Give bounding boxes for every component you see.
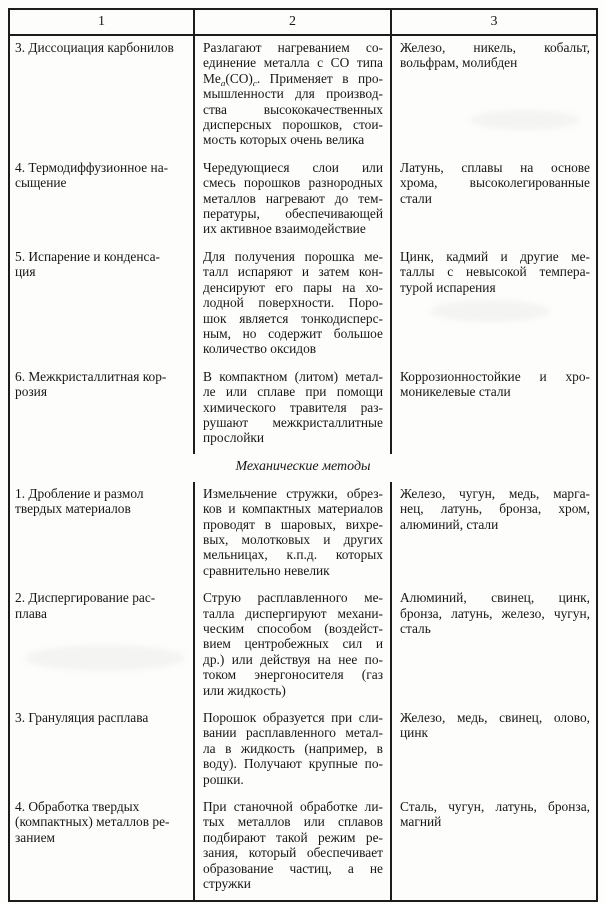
text-line: турой испарения (400, 279, 496, 295)
text-line: пературы, обеспечивающей (203, 206, 383, 222)
text-line: дисперсных порошков, стои- (203, 117, 383, 133)
text-line: ле или сплаве при помощи (203, 384, 383, 400)
text-line: зания, который обеспечивает (203, 845, 383, 861)
cell-description (194, 365, 391, 454)
column-header-2: 2 (194, 9, 391, 35)
text-line: смесь порошков разнородных (203, 175, 383, 191)
text-line: Сталь, чугун, латунь, бронза, (400, 799, 590, 815)
text-line: вых, молотковых и других (203, 531, 383, 547)
cell-method (9, 365, 194, 454)
text-line: 4. Термодиффузионное на- (15, 159, 169, 175)
text-line: Измельчение стружки, обрез- (203, 485, 383, 501)
text-line: стружки (203, 876, 251, 892)
text-line: Чередующиеся слои или (203, 159, 383, 175)
text-line: талла диспергируют механи- (203, 605, 383, 621)
text-line: тых металлов или сплавов (203, 814, 383, 830)
text-line: ков и компактных материалов (203, 501, 383, 517)
text-line: током энергоносителя (газ (203, 667, 383, 683)
cell-description (194, 482, 391, 586)
text-line: рушают межкристаллитные (203, 414, 383, 430)
cell-materials (391, 156, 597, 245)
table-row (9, 482, 597, 586)
text-line: подбирают такой режим ре- (203, 829, 383, 845)
text-line: моникелевые стали (400, 384, 511, 400)
table-row (9, 35, 597, 156)
text-line: вольфрам, молибден (400, 55, 518, 71)
text-line: рошки. (203, 771, 244, 787)
text-line: Железо, чугун, медь, марга- (400, 485, 590, 501)
text-line: Алюминий, свинец, цинк, (400, 590, 590, 606)
text-line: единение металла с СО типа (203, 55, 383, 71)
text-line: цинк (400, 725, 429, 741)
text-line: таллы с невысокой темпера- (400, 264, 590, 280)
text-line: нец, латунь, бронза, хром, (400, 501, 590, 517)
table-row (9, 706, 597, 795)
cell-description (194, 156, 391, 245)
text-line: мышленности для производ- (203, 86, 383, 102)
text-line: Цинк, кадмий и другие ме- (400, 248, 590, 264)
header-row (9, 9, 597, 35)
table-row (9, 245, 597, 365)
text-line: занием (15, 829, 55, 845)
cell-materials (391, 245, 597, 365)
table-row (9, 795, 597, 900)
text-line: Латунь, сплавы на основе (400, 159, 590, 175)
text-line: ция (15, 264, 36, 280)
text-line: В компактном (литом) метал- (203, 368, 383, 384)
cell-materials (391, 795, 597, 900)
cell-description (194, 245, 391, 365)
text-line: 1. Дробление и размол (15, 485, 144, 501)
text-line: При станочной обработке ли- (203, 799, 383, 815)
cell-description (194, 795, 391, 900)
text-line: (компактных) металлов ре- (15, 814, 170, 830)
section-row (9, 454, 597, 482)
text-line: 6. Межкристаллитная кор- (15, 368, 167, 384)
text-line: Струю расплавленного ме- (203, 590, 383, 606)
text-line: вием центробежных сил и (203, 636, 383, 652)
text-line: 5. Испарение и конденса- (15, 248, 161, 264)
text-line: химического травителя раз- (203, 399, 383, 415)
text-line: Коррозионностойкие и хро- (400, 368, 590, 384)
text-line: 3. Грануляция расплава (15, 710, 149, 726)
text-line: проводят в шаровых, вихре- (203, 516, 383, 532)
text-line: бронза, латунь, железо, чугун, (400, 605, 590, 621)
text-line: 2. Диспергирование рас- (15, 590, 156, 606)
text-line: прослойки (203, 430, 265, 446)
text-line: $Me_a(CO)_c$. Применяет в про- (203, 70, 383, 87)
cell-description (194, 706, 391, 795)
text-line: сталь (400, 621, 431, 636)
text-line: ческим способом (воздейст- (203, 621, 383, 636)
cell-materials (391, 706, 597, 795)
table-header (9, 9, 597, 35)
text-line: мость которых очень велика (203, 132, 365, 148)
text-line: 4. Обработка твердых (15, 799, 140, 815)
text-line: стали (400, 190, 432, 206)
text-line: Для получения порошка ме- (203, 248, 383, 264)
text-line: плава (15, 605, 47, 621)
methods-table (8, 8, 598, 902)
text-line: образование частиц, а не (203, 860, 383, 876)
text-line: вании расплавленного метал- (203, 725, 383, 741)
text-line: или жидкость) (203, 682, 286, 698)
text-line: воду). Получают крупные по- (203, 756, 383, 772)
cell-materials (391, 365, 597, 454)
text-line: розия (15, 384, 48, 400)
text-line: ным, но содержит большое (203, 325, 383, 341)
text-line: Железо, медь, свинец, олово, (400, 710, 590, 726)
cell-method (9, 795, 194, 900)
text-line: Порошок образуется при сли- (203, 710, 383, 726)
cell-materials (391, 482, 597, 586)
cell-method (9, 706, 194, 795)
text-line: алюминий, стали (400, 516, 499, 532)
text-line: Разлагают нагреванием со- (203, 40, 383, 55)
text-line: лодной поверхности. Поро- (203, 295, 383, 311)
text-line: 3. Диссоциация карбонилов (15, 40, 174, 55)
text-line: Железо, никель, кобальт, (400, 40, 590, 55)
cell-materials (391, 35, 597, 156)
cell-materials (391, 586, 597, 706)
text-line: сравнительно невелик (203, 562, 330, 578)
text-line: хрома, высоколегированные (400, 175, 590, 191)
text-line: денсируют его пары на хо- (203, 279, 383, 295)
cell-description (194, 35, 391, 156)
text-line: их активное взаимодействие (203, 221, 366, 237)
column-header-3: 3 (391, 9, 597, 35)
section-title: Механические методы (235, 458, 371, 474)
cell-method (9, 586, 194, 706)
cell-method (9, 482, 194, 586)
cell-description (194, 586, 391, 706)
text-line: шок является тонкодисперс- (203, 310, 383, 326)
text-line: ла в жидкость (например, в (203, 740, 383, 756)
text-line: количество оксидов (203, 341, 317, 357)
table-row (9, 156, 597, 245)
text-line: талл испаряют и затем кон- (203, 264, 383, 280)
table-row (9, 365, 597, 454)
cell-method (9, 35, 194, 156)
cell-method (9, 245, 194, 365)
text-line: мельницах, к.п.д. которых (203, 547, 383, 563)
text-line: др.) или действуя на нее по- (203, 651, 383, 667)
text-line: ства высококачественных (203, 101, 383, 117)
text-line: металлов нагревают до тем- (203, 190, 383, 206)
text-line: магний (400, 814, 442, 830)
cell-method (9, 156, 194, 245)
table-row (9, 586, 597, 706)
text-line: твердых материалов (15, 501, 131, 517)
text-line: сыщение (15, 175, 67, 191)
column-header-1: 1 (9, 9, 194, 35)
